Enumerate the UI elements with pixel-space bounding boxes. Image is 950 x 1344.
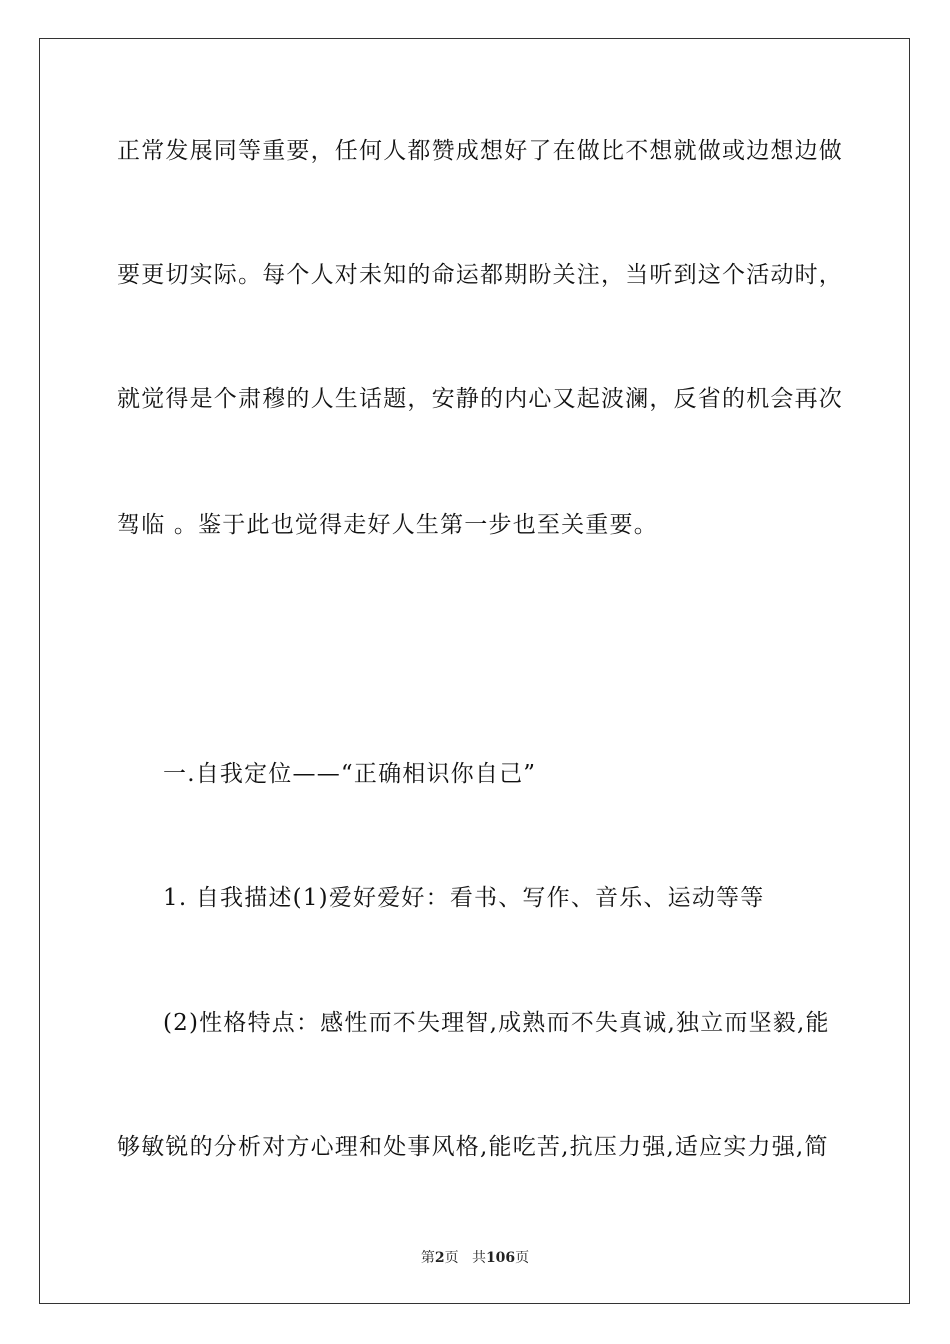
page-border: [39, 38, 910, 1304]
section-heading: 一.自我定位——“正确相识你自己”: [163, 761, 537, 787]
page-footer: [0, 1249, 950, 1267]
body-text-line: 驾临 。鉴于此也觉得走好人生第一步也至关重要。: [117, 512, 658, 538]
list-item-self-description: 1. 自我描述(1)爱好爱好：看书、写作、音乐、运动等等: [163, 885, 765, 911]
body-text-line: 正常发展同等重要，任何人都赞成想好了在做比不想就做或边想边做: [117, 138, 843, 164]
body-text-line: 就觉得是个肃穆的人生话题，安静的内心又起波澜，反省的机会再次: [117, 386, 843, 412]
footer-prefix: 第: [420, 1250, 435, 1266]
body-text-line: 够敏锐的分析对方心理和处事风格,能吃苦,抗压力强,适应实力强,简: [117, 1134, 829, 1160]
footer-page-suffix: 页: [444, 1250, 459, 1266]
total-page-count: 106: [485, 1250, 516, 1266]
footer-total-prefix: 共: [471, 1250, 486, 1266]
list-item-personality: (2)性格特点：感性而不失理智,成熟而不失真诚,独立而坚毅,能: [163, 1010, 830, 1036]
body-text-line: 要更切实际。每个人对未知的命运都期盼关注，当听到这个活动时，: [117, 262, 843, 288]
current-page-number: 2: [434, 1250, 445, 1266]
footer-total-suffix: 页: [515, 1250, 530, 1266]
